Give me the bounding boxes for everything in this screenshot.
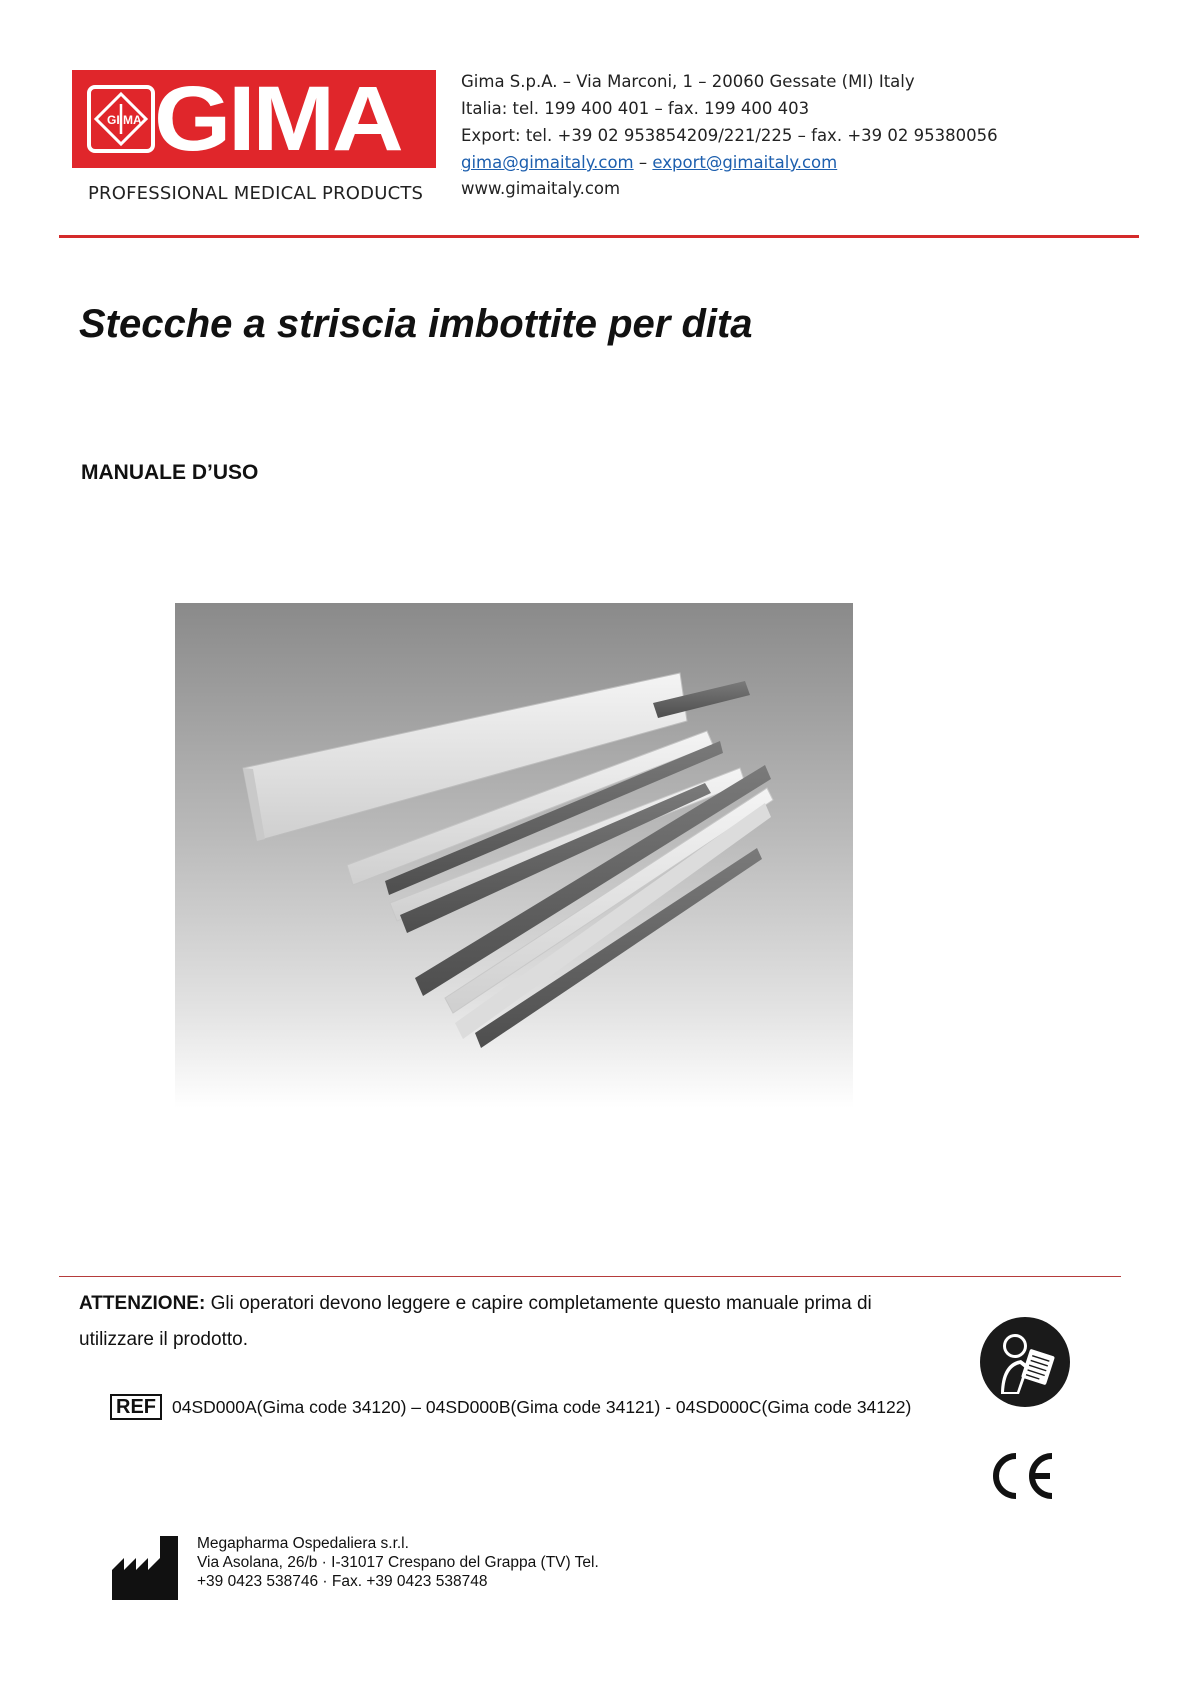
email-line bbox=[461, 153, 837, 172]
email-link-export[interactable]: export@gimaitaly.com bbox=[652, 153, 838, 172]
gima-logo bbox=[72, 70, 436, 168]
reference-row bbox=[110, 1394, 911, 1420]
export-contact: Export: tel. +39 02 953854209/221/225 – fax. +39 02 95380056 bbox=[461, 126, 998, 145]
email-link-gima[interactable]: gima@gimaitaly.com bbox=[461, 153, 634, 172]
warning-label: ATTENZIONE: bbox=[79, 1293, 206, 1314]
product-photo bbox=[175, 603, 853, 1108]
finger-splints-illustration bbox=[175, 603, 853, 1108]
warning-notice bbox=[79, 1286, 939, 1358]
warning-text: Gli operatori devono leggere e capire completamente questo manuale prima di utilizzare il prodotto. bbox=[79, 1293, 872, 1350]
read-manual-icon bbox=[979, 1316, 1071, 1408]
brand-wordmark: GIMA bbox=[154, 70, 401, 168]
manufacturer-info bbox=[197, 1534, 599, 1591]
header-divider bbox=[59, 235, 1139, 238]
company-address: Gima S.p.A. – Via Marconi, 1 – 20060 Gessate (MI) Italy bbox=[461, 72, 915, 91]
document-title: Stecche a striscia imbottite per dita bbox=[79, 302, 753, 346]
manufacturer-phone-fax: +39 0423 538746 · Fax. +39 0423 538748 bbox=[197, 1573, 488, 1590]
ce-mark-icon bbox=[986, 1450, 1058, 1502]
website-text: www.gimaitaly.com bbox=[461, 179, 621, 198]
svg-text:GI: GI bbox=[107, 113, 120, 127]
gima-emblem-icon bbox=[86, 84, 156, 154]
ref-symbol: REF bbox=[110, 1394, 162, 1420]
tagline: PROFESSIONAL MEDICAL PRODUCTS bbox=[88, 183, 424, 204]
email-separator: – bbox=[633, 153, 653, 172]
manufacturer-address: Via Asolana, 26/b · I-31017 Crespano del Grappa (TV) Tel. bbox=[197, 1554, 599, 1571]
manufacturer-name: Megapharma Ospedaliera s.r.l. bbox=[197, 1535, 409, 1552]
svg-text:MA: MA bbox=[123, 113, 142, 127]
italy-contact: Italia: tel. 199 400 401 – fax. 199 400 403 bbox=[461, 99, 810, 118]
manufacturer-icon bbox=[112, 1536, 178, 1600]
ref-codes: 04SD000A(Gima code 34120) – 04SD000B(Gima code 34121) - 04SD000C(Gima code 34122) bbox=[172, 1396, 912, 1417]
document-subtitle: MANUALE D’USO bbox=[81, 461, 259, 484]
footer-divider bbox=[59, 1276, 1121, 1277]
